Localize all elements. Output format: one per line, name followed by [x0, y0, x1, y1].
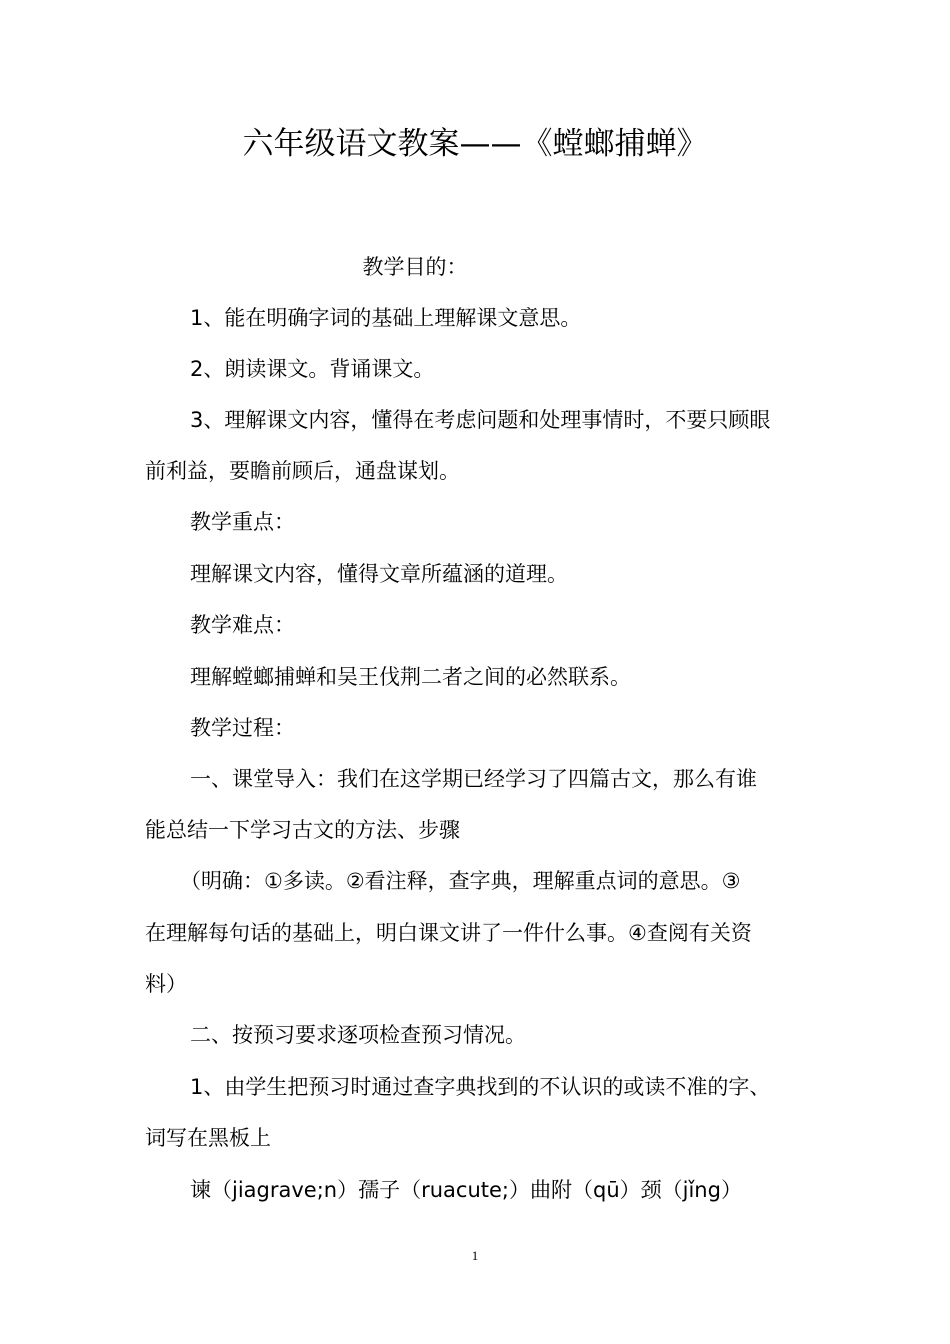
objective-1: 1、能在明确字词的基础上理解课文意思。 [190, 306, 582, 330]
objective-3-line-2: 前利益，要瞻前顾后，通盘谋划。 [145, 459, 460, 483]
key-points-text: 理解课文内容，懂得文章所蕴涵的道理。 [190, 562, 568, 586]
step-1-line-1: 1、由学生把预习时通过查字典找到的不认识的或读不准的字、 [190, 1075, 771, 1099]
objective-2: 2、朗读课文。背诵课文。 [190, 357, 435, 381]
clarify-line-2: 在理解每句话的基础上，明白课文讲了一件什么事。④查阅有关资 [145, 921, 752, 945]
page-number: 1 [471, 1248, 479, 1263]
difficulties-text: 理解螳螂捕蝉和吴王伐荆二者之间的必然联系。 [190, 665, 631, 689]
difficulties-heading: 教学难点： [190, 613, 295, 637]
process-heading: 教学过程： [190, 716, 295, 740]
intro-line-1: 一、课堂导入：我们在这学期已经学习了四篇古文，那么有谁 [190, 767, 757, 791]
intro-line-2: 能总结一下学习古文的方法、步骤 [145, 818, 460, 842]
objective-3-line-1: 3、理解课文内容，懂得在考虑问题和处理事情时，不要只顾眼 [190, 408, 771, 432]
pronunciation-line: 谏（jiagrave;n）孺子（ruacute;）曲附（qū）颈（jǐng） [190, 1178, 742, 1202]
key-points-heading: 教学重点： [190, 510, 295, 534]
document-title: 六年级语文教案——《螳螂捕蝉》 [242, 126, 708, 162]
section-2-heading: 二、按预习要求逐项检查预习情况。 [190, 1023, 526, 1047]
objectives-heading: 教学目的： [362, 255, 468, 279]
clarify-line-1: （明确：①多读。②看注释，查字典，理解重点词的意思。③ [180, 869, 741, 893]
clarify-line-3: 料） [145, 972, 187, 996]
step-1-line-2: 词写在黑板上 [145, 1126, 271, 1150]
